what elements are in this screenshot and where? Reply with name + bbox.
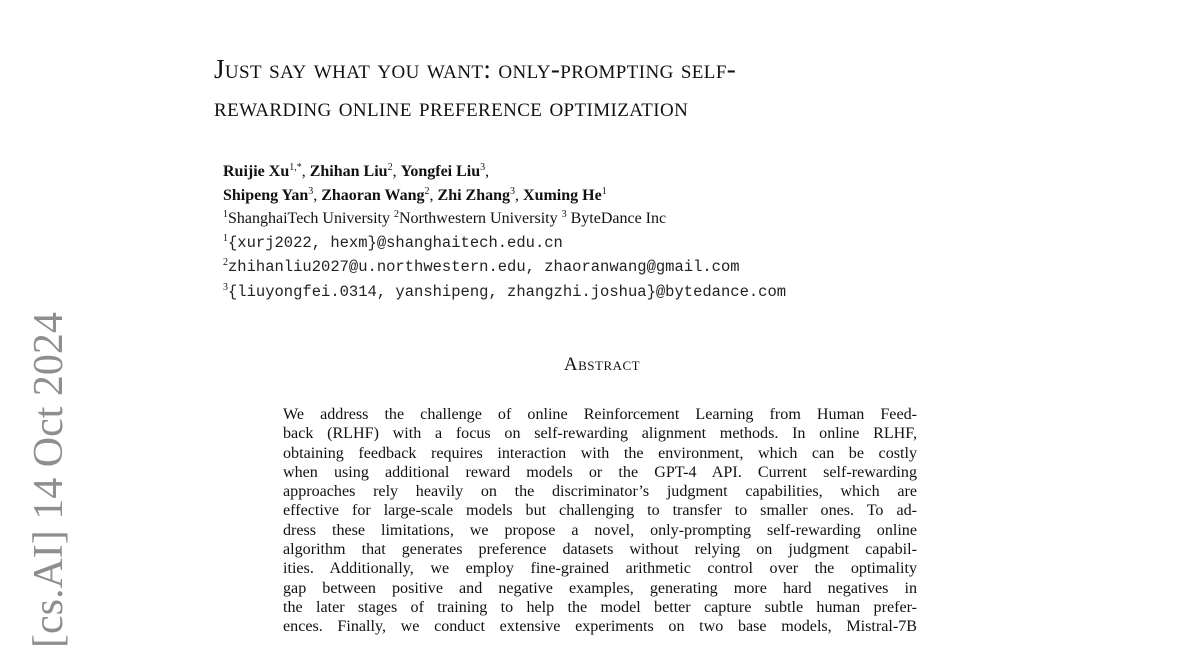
affil-sup: 3 — [561, 209, 567, 220]
affiliations — [223, 207, 786, 231]
author-name: Ruijie Xu — [223, 163, 290, 180]
abstract-body — [283, 405, 917, 637]
email-text: zhihanliu2027@u.northwestern.edu, zhaoranwang@gmail.com — [228, 258, 740, 276]
email-sup: 3 — [223, 281, 228, 293]
affiliation: ByteDance Inc — [570, 210, 667, 227]
author-sup: 2 — [387, 162, 393, 173]
email-text: {xurj2022, hexm}@shanghaitech.edu.cn — [228, 233, 563, 252]
abstract-line: ities. Additionally, we employ fine-grained arithmetic control over the optimality — [283, 560, 917, 578]
author-name: Xuming He — [523, 186, 602, 204]
abstract-line: gap between positive and negative examples, generating more hard negatives in — [283, 579, 917, 597]
arxiv-stamp-text: [cs.AI] 14 Oct 2024 — [26, 312, 72, 648]
email-row — [223, 255, 786, 280]
abstract-line: when using additional reward models or the GPT-4 API. Current self-rewarding — [283, 463, 917, 481]
paper-title — [214, 50, 1014, 126]
affil-sup: 1 — [223, 209, 228, 220]
abstract-line: effective for large-scale models but challenging to transfer to smaller ones. To ad- — [283, 502, 917, 520]
title-line-2: rewarding online preference optimization — [214, 92, 689, 122]
email-text: {liuyongfei.0314, yanshipeng, zhangzhi.joshua}@bytedance.com — [228, 282, 787, 301]
title-line-1: Just say what you want: only-prompting self- — [214, 54, 737, 84]
email-sup: 2 — [223, 257, 228, 268]
author-row-2: Shipeng Yan$^3$, Zhaoran Wang$^2$, Zhi Zhang$^3$, Xuming He$^1$ — [223, 185, 607, 204]
author-sup: 3 — [480, 162, 486, 173]
author-sup: 3 — [510, 185, 516, 197]
abstract-line: back (RLHF) with a focus on self-rewarding alignment methods. In online RLHF, — [283, 425, 917, 443]
author-sup: 3 — [308, 185, 314, 197]
email-sup: 1 — [223, 232, 228, 244]
abstract-line: We address the challenge of online Reinforcement Learning from Human Feed- — [283, 406, 917, 423]
email-row — [223, 280, 786, 305]
affiliation: Northwestern University — [398, 210, 558, 227]
author-name: Yongfei Liu — [400, 163, 481, 180]
abstract-line: the later stages of training to help the model better capture subtle human prefer- — [283, 598, 917, 616]
abstract-line: algorithm that generates preference datasets without relying on judgment capabil- — [283, 541, 917, 559]
author-name: Zhi Zhang — [437, 186, 511, 204]
arxiv-stamp — [26, 300, 72, 648]
abstract-line: obtaining feedback requires interaction with the environment, which can be costly — [283, 444, 917, 462]
author-sup: 1 — [601, 185, 607, 197]
author-block — [223, 160, 786, 304]
abstract-line: approaches rely heavily on the discriminator’s judgment capabilities, which are — [283, 483, 917, 501]
affil-sup: 2 — [393, 209, 399, 220]
author-name: Zhihan Liu — [309, 163, 388, 180]
abstract-heading: Abstract — [563, 354, 641, 375]
affiliation: ShanghaiTech University — [228, 210, 390, 227]
abstract-line: ences. Finally, we conduct extensive experiments on two base models, Mistral-7B — [283, 618, 917, 636]
email-row — [223, 231, 786, 256]
abstract-line: dress these limitations, we propose a novel, only-prompting self-rewarding online — [283, 521, 917, 539]
author-sup: 2 — [424, 185, 430, 197]
author-name: Shipeng Yan — [223, 186, 309, 204]
author-sup: 1,* — [289, 162, 302, 173]
author-row-1: Ruijie $Xu^{1,*}$, Zhihan Liu$^2$, Yongfei Liu$^3$, — [223, 162, 490, 180]
author-name: Zhaoran Wang — [321, 186, 425, 204]
